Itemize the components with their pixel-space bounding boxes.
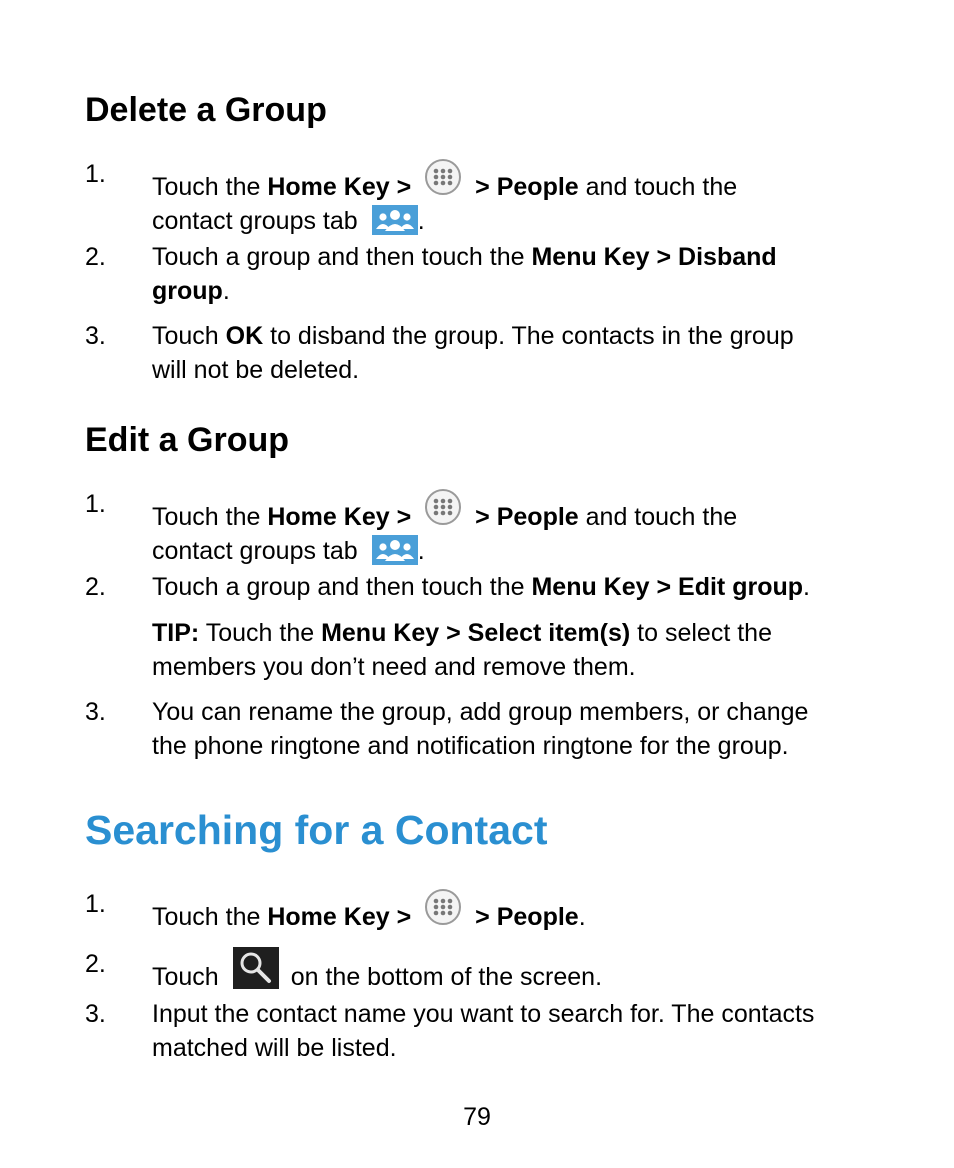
apps-grid-icon [423, 487, 463, 527]
heading-delete-group: Delete a Group [85, 91, 327, 129]
step-number: 2. [85, 950, 106, 978]
step-number: 2. [85, 573, 106, 601]
tip-label: TIP: [152, 619, 200, 647]
step-number: 1. [85, 160, 106, 188]
manual-page: Delete a Group 1. Touch the Home Key > > People and touch the contact groups tab . 2. Touch a group and then touch the Menu Key > Disband group. 3. Touch OK to disband the group. The contacts in the group will not be deleted. Edit a Group 1. Touch the Home Key > > People and touch the contact groups tab . 2. Touch a group and then touch the Menu Key > Edit group. TIP: Touch the Menu Key > Select item(s) to select the members you don’t need and remove them. 3. You can rename the group, add group members, or change the phone ringtone and notification ringtone for the group. Searching for a Contact 1. Touch the Home Key > > People. 2. Touch on the bottom of the screen. 3. Input the contact name you want to search for. The contacts matched will be listed. 79 [0, 0, 954, 1168]
contact-groups-icon [372, 205, 418, 235]
heading-searching-contact: Searching for a Contact [85, 807, 548, 853]
step-number: 3. [85, 1000, 106, 1028]
step-number: 3. [85, 698, 106, 726]
apps-grid-icon [423, 157, 463, 197]
step-number: 3. [85, 322, 106, 350]
contact-groups-icon [372, 535, 418, 565]
step-number: 1. [85, 890, 106, 918]
apps-grid-icon [423, 887, 463, 927]
step-number: 2. [85, 243, 106, 271]
search-icon [233, 947, 279, 989]
page-number: 79 [463, 1103, 491, 1131]
step-number: 1. [85, 490, 106, 518]
heading-edit-group: Edit a Group [85, 421, 289, 459]
edit-tip: TIP: Touch the Menu Key > Select item(s) to select the members you don’t need and remove them. [152, 619, 772, 681]
